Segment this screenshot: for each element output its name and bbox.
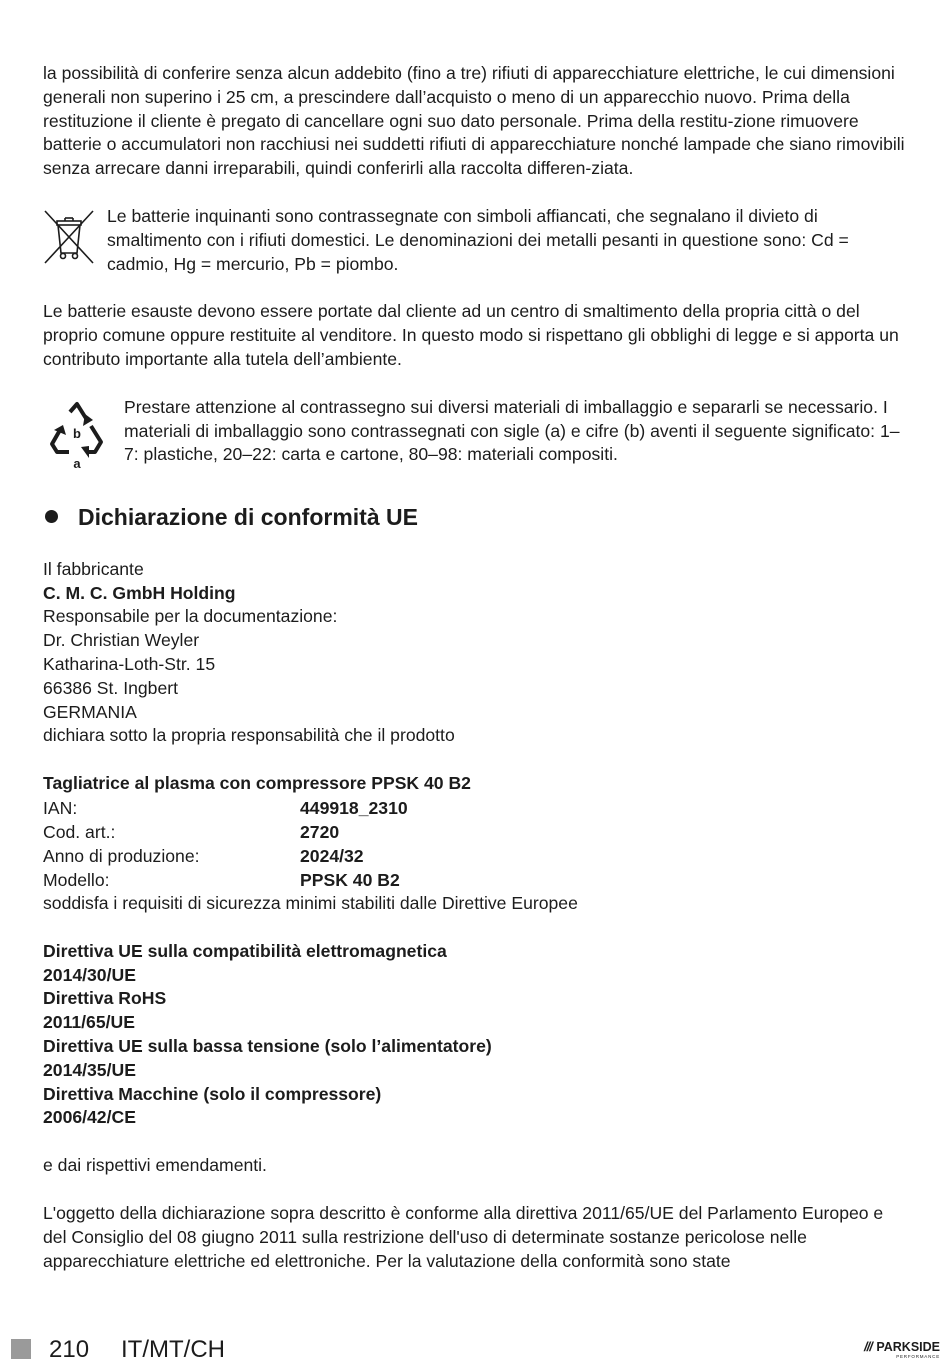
product-row-label: IAN: <box>43 797 78 818</box>
declaration-statement: dichiara sotto la propria responsabilità che il prodotto <box>43 725 455 746</box>
address-city: 66386 St. Ingbert <box>43 677 178 698</box>
compliance-statement: soddisfa i requisiti di sicurezza minimi stabiliti dalle Direttive Europee <box>43 892 578 913</box>
product-name: Tagliatrice al plasma con compressore PPSK 40 B2 <box>43 773 471 794</box>
section-heading <box>43 502 911 532</box>
page-footer <box>0 1334 950 1367</box>
recycling-triangle-icon <box>43 400 111 472</box>
packaging-notice <box>43 396 911 472</box>
directive-line: 2011/65/UE <box>43 1012 135 1033</box>
section-title: Dichiarazione di conformità UE <box>78 503 418 530</box>
logo-slashes: /// <box>864 1339 872 1354</box>
product-row-label: Anno di produzione: <box>43 845 200 866</box>
directive-line: Direttiva Macchine (solo il compressore) <box>43 1083 382 1104</box>
product-row-value: 2720 <box>300 821 340 842</box>
product-row-article <box>43 820 911 844</box>
address-country: GERMANIA <box>43 701 137 722</box>
directive-line: 2006/42/CE <box>43 1107 136 1128</box>
manufacturer-intro: Il fabbricante <box>43 558 144 579</box>
parkside-logo <box>858 1338 940 1364</box>
manufacturer-block <box>43 558 911 748</box>
directive-line: Direttiva UE sulla bassa tensione (solo l’alimentatore) <box>43 1035 492 1056</box>
battery-paragraph: Le batterie inquinanti sono contrassegnate con simboli affiancati, che segnalano il divieto di smaltimento con i rifiuti domestici. Le denominazioni dei metalli pesanti in questione sono: Cd = cadmio, Hg = mercurio, Pb = piombo. <box>107 205 849 274</box>
footer-marker <box>11 1339 31 1359</box>
product-row-year <box>43 844 911 868</box>
packaging-paragraph: Prestare attenzione al contrassegno sui diversi materiali di imballaggio e separarli se necessario. I materiali di imballaggio sono contrassegnati con sigle (a) e cifre (b) aventi il seguente significato: 1–7: plastiche, 20–22: carta e cartone, 80–98: materiali compositi. <box>124 396 900 465</box>
directives-block <box>43 940 911 1130</box>
product-row-label: Modello: <box>43 869 110 890</box>
page-content <box>43 62 911 1273</box>
heading-bullet <box>45 510 58 523</box>
directive-line: 2014/30/UE <box>43 964 136 985</box>
language-codes: IT/MT/CH <box>121 1336 225 1363</box>
page-number: 210 <box>49 1336 90 1363</box>
recycle-letter-a: a <box>73 455 81 471</box>
closing-paragraph: L'oggetto della dichiarazione sopra descritto è conforme alla direttiva 2011/65/UE del Parlamento Europeo e del Consiglio del 08 giugno 2011 sulla restrizione dell'uso di determinate sostanze pericolose nelle apparecchiature elettriche ed elettroniche. Per la valutazione della conformità sono state <box>43 1202 884 1271</box>
manufacturer-name: C. M. C. GmbH Holding <box>43 582 236 603</box>
directive-line: 2014/35/UE <box>43 1059 136 1080</box>
logo-name: PARKSIDE <box>876 1340 940 1354</box>
disposal-paragraph: Le batterie esauste devono essere portate dal cliente ad un centro di smaltimento della propria città o del proprio comune oppure restituite al venditore. In questo modo si rispettano gli obblighi di legge e si apporta un contributo importante alla tutela dell’ambiente. <box>43 301 899 369</box>
logo-subtitle: PERFORMANCE <box>896 1354 940 1359</box>
product-row-model <box>43 868 911 892</box>
amendments-line: e dai rispettivi emendamenti. <box>43 1155 267 1176</box>
responsible-label: Responsabile per la documentazione: <box>43 606 338 627</box>
product-row-label: Cod. art.: <box>43 821 116 842</box>
directive-line: Direttiva RoHS <box>43 988 167 1009</box>
product-row-value: 449918_2310 <box>300 797 408 818</box>
product-row-ian <box>43 796 911 820</box>
responsible-person: Dr. Christian Weyler <box>43 630 200 651</box>
battery-notice <box>43 205 911 276</box>
intro-paragraph: la possibilità di conferire senza alcun addebito (fino a tre) rifiuti di apparecchiature elettriche, le cui dimensioni generali non superino i 25 cm, a prescindere dall’acquisto o meno di un apparecchio nuovo. Prima della restituzione il cliente è pregato di cancellare ogni suo dato personale. Prima della restitu-zione rimuovere batterie o accumulatori non racchiusi nei suddetti rifiuti di apparecchiature nonché lampade che siano rimovibili senza arrecare danni irreparabili, quindi conferirli alla raccolta differen-ziata. <box>43 63 905 179</box>
crossed-out-bin-icon <box>43 209 95 265</box>
product-block <box>43 772 911 916</box>
directive-line: Direttiva UE sulla compatibilità elettromagnetica <box>43 940 447 961</box>
recycle-letter-b: b <box>73 425 81 441</box>
product-row-value: 2024/32 <box>300 845 364 866</box>
product-row-value: PPSK 40 B2 <box>300 869 400 890</box>
address-street: Katharina-Loth-Str. 15 <box>43 653 216 674</box>
